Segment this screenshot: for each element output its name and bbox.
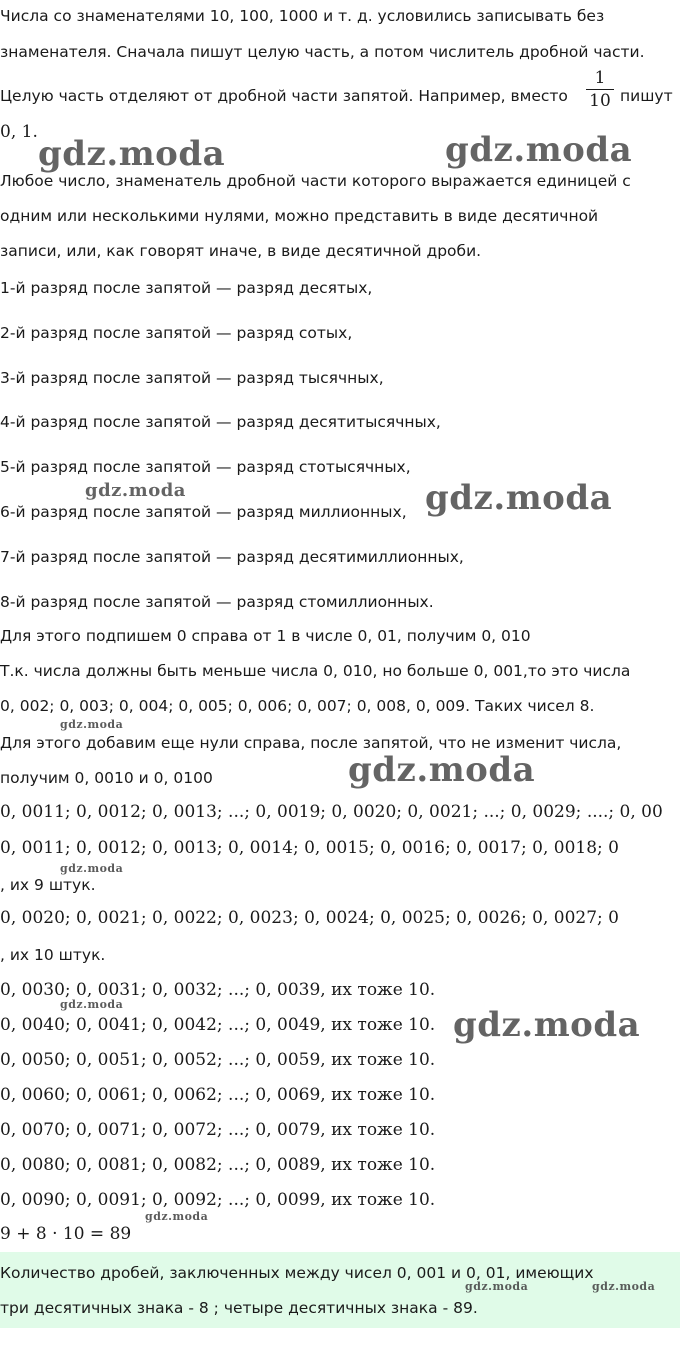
text-line: Любое число, знаменатель дробной части которого выражается единицей с [0,172,631,190]
watermark-logo: gdz.moda [425,478,613,518]
fraction-bar [586,89,614,90]
watermark-logo: gdz.moda [60,998,124,1011]
text-line: Целую часть отделяют от дробной части запятой. Например, вместо [0,87,568,105]
watermark-logo: gdz.moda [453,1005,641,1045]
text-line: 0, 0090; 0, 0091; 0, 0092; ...; 0, 0099, их тоже 10. [0,1190,436,1210]
text-line: 0, 0070; 0, 0071; 0, 0072; ...; 0, 0079, их тоже 10. [0,1120,436,1140]
watermark-logo: gdz.moda [38,134,226,174]
text-line: 9 + 8 · 10 = 89 [0,1224,132,1244]
text-line: записи, или, как говорят иначе, в виде десятичной дроби. [0,242,482,260]
fraction [585,68,615,111]
watermark-logo: gdz.moda [60,862,124,875]
text-line: 0, 0050; 0, 0051; 0, 0052; ...; 0, 0059, их тоже 10. [0,1050,436,1070]
watermark-logo: gdz.moda [145,1210,209,1223]
text-line: 0, 1. [0,122,38,142]
text-line: 0, 0011; 0, 0012; 0, 0013; ...; 0, 0019; 0, 0020; 0, 0021; ...; 0, 0029; ....; 0, 00 [0,802,663,822]
text-line: знаменателя. Сначала пишут целую часть, а потом числитель дробной части. [0,43,645,61]
watermark-logo: gdz.moda [85,480,186,501]
text-line: 2-й разряд после запятой — разряд сотых, [0,324,353,342]
text-line: Числа со знаменателями 10, 100, 1000 и т. д. условились записывать без [0,7,605,25]
fraction-denominator: 10 [589,91,611,111]
text-line: 8-й разряд после запятой — разряд стомиллионных. [0,593,434,611]
text-line: 7-й разряд после запятой — разряд десятимиллионных, [0,548,464,566]
text-line: , их 10 штук. [0,946,106,964]
text-line: 0, 0060; 0, 0061; 0, 0062; ...; 0, 0069, их тоже 10. [0,1085,436,1105]
text-line: 3-й разряд после запятой — разряд тысячных, [0,369,384,387]
text-line: одним или несколькими нулями, можно представить в виде десятичной [0,207,599,225]
watermark-logo: gdz.moda [348,750,536,790]
text-line: пишут [620,87,673,105]
text-line: Для этого подпишем 0 справа от 1 в числе 0, 01, получим 0, 010 [0,627,531,645]
text-line: 0, 0020; 0, 0021; 0, 0022; 0, 0023; 0, 0024; 0, 0025; 0, 0026; 0, 0027; 0 [0,908,619,928]
fraction-numerator: 1 [594,68,606,88]
text-line: 0, 0040; 0, 0041; 0, 0042; ...; 0, 0049, их тоже 10. [0,1015,436,1035]
text-line: 6-й разряд после запятой — разряд миллионных, [0,503,407,521]
text-line: 0, 0030; 0, 0031; 0, 0032; ...; 0, 0039, их тоже 10. [0,980,436,1000]
text-line: , их 9 штук. [0,876,96,894]
text-line: 0, 002; 0, 003; 0, 004; 0, 005; 0, 006; 0, 007; 0, 008, 0, 009. Таких чисел 8. [0,697,595,715]
text-line: 0, 0080; 0, 0081; 0, 0082; ...; 0, 0089, их тоже 10. [0,1155,436,1175]
text-line: 5-й разряд после запятой — разряд стотысячных, [0,458,411,476]
text-line: получим 0, 0010 и 0, 0100 [0,769,213,787]
text-line: 1-й разряд после запятой — разряд десятых, [0,279,373,297]
watermark-logo: gdz.moda [60,718,124,731]
text-line: 4-й разряд после запятой — разряд десятитысячных, [0,413,441,431]
answer-line: Количество дробей, заключенных между чисел 0, 001 и 0, 01, имеющих [0,1264,594,1282]
text-line: Т.к. числа должны быть меньше числа 0, 010, но больше 0, 001,то это числа [0,662,631,680]
answer-line: три десятичных знака - 8 ; четыре десятичных знака - 89. [0,1299,478,1317]
watermark-logo: gdz.moda [465,1280,529,1293]
watermark-logo: gdz.moda [445,130,633,170]
text-line: Для этого добавим еще нули справа, после запятой, что не изменит числа, [0,734,622,752]
watermark-logo: gdz.moda [592,1280,656,1293]
text-line: 0, 0011; 0, 0012; 0, 0013; 0, 0014; 0, 0015; 0, 0016; 0, 0017; 0, 0018; 0 [0,838,619,858]
